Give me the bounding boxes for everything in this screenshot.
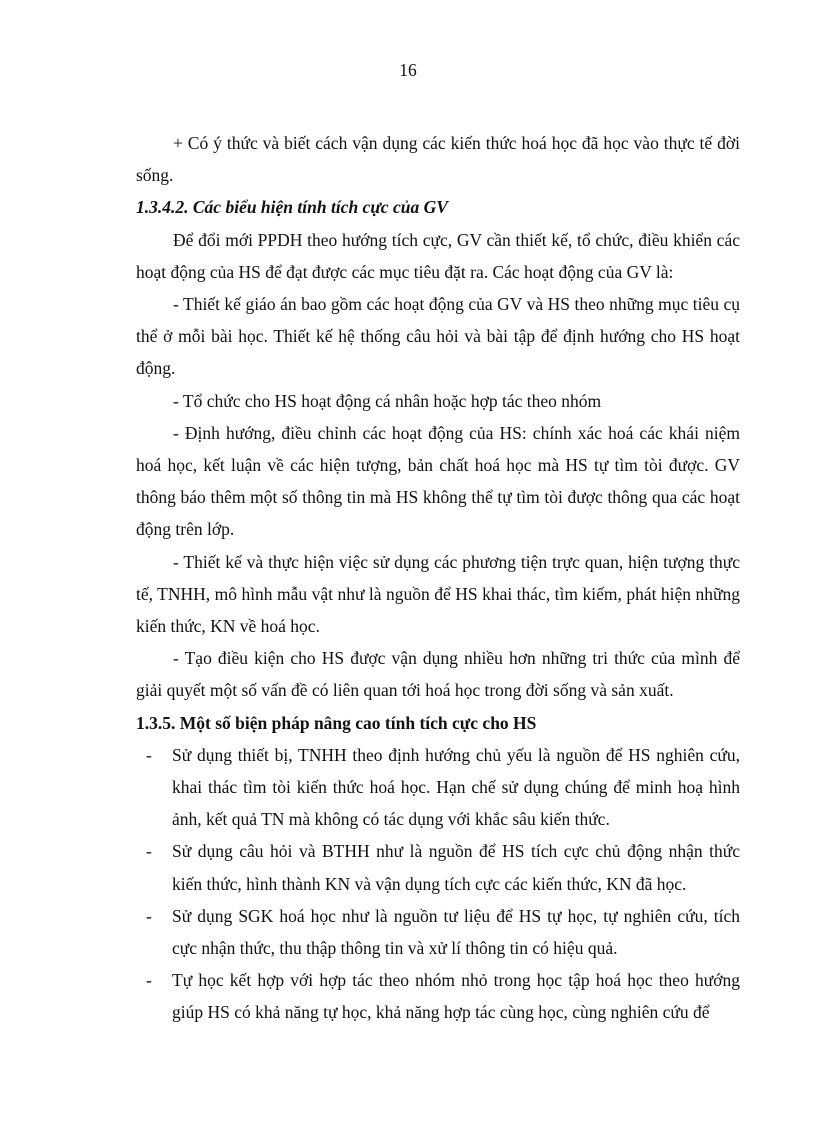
list-item-text: Sử dụng câu hỏi và BTHH như là nguồn để HS tích cực chủ động nhận thức kiến thức, hình thành KN và vận dụng tích cực các kiến thức, KN đã học.: [172, 841, 740, 894]
paragraph-apply-knowledge: - Tạo điều kiện cho HS được vận dụng nhiều hơn những tri thức của mình để giải quyết một số vấn đề có liên quan tới hoá học trong đời sống và sản xuất.: [136, 648, 740, 701]
bullet-dash: -: [146, 970, 152, 991]
paragraph-awareness: + Có ý thức và biết cách vận dụng các kiến thức hoá học đã học vào thực tế đời sống.: [136, 133, 740, 186]
paragraph-intro: Để đổi mới PPDH theo hướng tích cực, GV cần thiết kế, tổ chức, điều khiển các hoạt động của HS để đạt được các mục tiêu đặt ra. Các hoạt động của GV là:: [136, 229, 740, 282]
measures-list: [136, 739, 740, 1029]
list-item: [136, 739, 740, 836]
section-heading-measures: 1.3.5. Một số biện pháp nâng cao tính tích cực cho HS: [136, 712, 537, 733]
list-item-text: Sử dụng thiết bị, TNHH theo định hướng chủ yếu là nguồn để HS nghiên cứu, khai thác tìm tòi kiến thức hoá học. Hạn chế sử dụng chúng để minh hoạ hình ảnh, kết quả TN mà không có tác dụng với khắc sâu kiến thức.: [172, 744, 740, 830]
page-number: 16: [399, 60, 417, 80]
list-item-text: Tự học kết hợp với hợp tác theo nhóm nhỏ trong học tập hoá học theo hướng giúp HS có khả năng tự học, khả năng hợp tác cùng học, cùng nghiên cứu để: [172, 970, 740, 1023]
bullet-dash: -: [146, 744, 152, 765]
section-heading-teacher-activity: 1.3.4.2. Các biểu hiện tính tích cực của GV: [136, 197, 448, 218]
document-body: [136, 127, 740, 1029]
list-item-text: Sử dụng SGK hoá học như là nguồn tư liệu để HS tự học, tự nghiên cứu, tích cực nhận thức, thu thập thông tin và xử lí thông tin có hiệu quả.: [172, 905, 740, 959]
list-item: [136, 900, 740, 964]
paragraph-lesson-design: - Thiết kế giáo án bao gồm các hoạt động của GV và HS theo những mục tiêu cụ thể ở mỗi bài học. Thiết kế hệ thống câu hỏi và bài tập để định hướng cho HS hoạt động.: [136, 294, 740, 379]
bullet-dash: -: [146, 905, 152, 926]
paragraph-guide-adjust: - Định hướng, điều chỉnh các hoạt động của HS: chính xác hoá các khái niệm hoá học, kết luận về các hiện tượng, bản chất hoá học mà HS tự tìm tòi được. GV thông báo thêm một số thông tin mà HS không thể tự tìm tòi được thông qua các hoạt động trên lớp.: [136, 422, 740, 540]
bullet-dash: -: [146, 841, 152, 862]
list-item: [136, 835, 740, 899]
paragraph-organize-groups: - Tổ chức cho HS hoạt động cá nhân hoặc hợp tác theo nhóm: [173, 390, 602, 411]
paragraph-visual-aids: - Thiết kế và thực hiện việc sử dụng các phương tiện trực quan, hiện tượng thực tế, TNHH, mô hình mẫu vật như là nguồn để HS khai thác, tìm kiếm, phát hiện những kiến thức, KN về hoá học.: [136, 551, 740, 637]
list-item: [136, 964, 740, 1028]
